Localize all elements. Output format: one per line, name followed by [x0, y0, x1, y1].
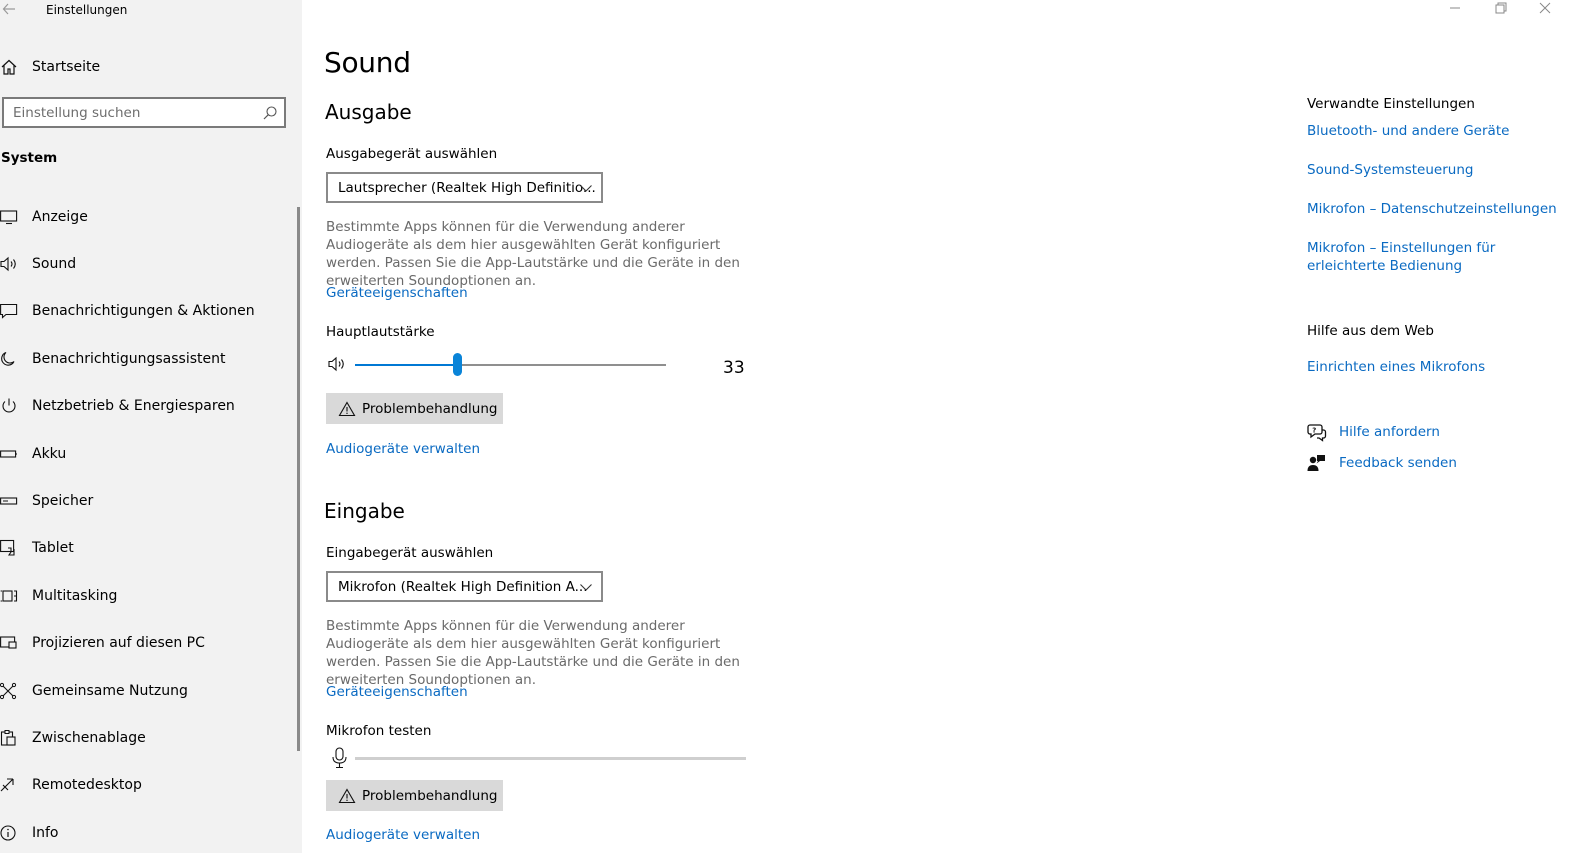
- output-device-value: Lautsprecher (Realtek High Definitio...: [338, 179, 596, 196]
- chevron-down-icon: [579, 181, 593, 195]
- sidebar-scrollbar[interactable]: [297, 207, 300, 751]
- minimize-button[interactable]: [1432, 0, 1478, 20]
- help-chat-icon: [1307, 423, 1327, 441]
- sidebar-item-label: Akku: [32, 445, 67, 462]
- sidebar-item-label: Speicher: [32, 493, 94, 510]
- related-link-mic-accessibility[interactable]: Mikrofon – Einstellungen für erleichterte Bedienung: [1307, 240, 1496, 274]
- monitor-icon: [0, 207, 22, 227]
- search-input[interactable]: [4, 99, 244, 126]
- sidebar-item-projizieren[interactable]: [0, 620, 296, 667]
- page-title: Sound: [324, 46, 411, 79]
- power-icon: [0, 396, 22, 416]
- back-arrow-icon[interactable]: [2, 2, 20, 20]
- get-help-label: Hilfe anfordern: [1339, 424, 1440, 440]
- input-description: Bestimmte Apps können für die Verwendung anderer Audiogeräte als dem hier ausgewählten Gerät konfiguriert werden. Passen Sie die App-Lautstärke und die Geräte in den erweiterten Soundoptionen an.: [326, 618, 740, 688]
- volume-label: Hauptlautstärke: [326, 324, 435, 340]
- input-manage-devices-link[interactable]: Audiogeräte verwalten: [326, 827, 481, 843]
- mic-level-bar: [355, 757, 746, 760]
- speaker-icon: [0, 254, 22, 274]
- sidebar-item-label: Tablet: [32, 540, 74, 557]
- minimize-icon: [1449, 2, 1461, 18]
- share-icon: [0, 681, 22, 701]
- output-troubleshoot-label: Problembehandlung: [362, 400, 498, 417]
- output-properties-link[interactable]: Geräteeigenschaften: [326, 285, 468, 301]
- sidebar-item-label: Projizieren auf diesen PC: [32, 635, 205, 652]
- sidebar-item-label: Benachrichtigungsassistent: [32, 350, 226, 367]
- storage-icon: [0, 491, 22, 511]
- sidebar-item-anzeige[interactable]: [0, 193, 296, 240]
- close-button[interactable]: [1522, 0, 1568, 20]
- sidebar-item-label: Zwischenablage: [32, 729, 146, 746]
- section-title: System: [1, 150, 58, 166]
- info-icon: [0, 823, 22, 843]
- sidebar-item-netzbetrieb[interactable]: [0, 383, 296, 430]
- sidebar-item-zwischenablage[interactable]: [0, 714, 296, 761]
- search-box[interactable]: [2, 97, 286, 128]
- home-icon: [0, 57, 22, 77]
- input-troubleshoot-button[interactable]: [326, 780, 503, 811]
- restore-button[interactable]: [1478, 0, 1524, 20]
- search-icon[interactable]: [262, 105, 278, 121]
- send-feedback-link[interactable]: [1307, 454, 1457, 472]
- volume-value: 33: [723, 358, 745, 378]
- sidebar-item-label: Gemeinsame Nutzung: [32, 682, 188, 699]
- sidebar-nav: [0, 193, 296, 856]
- sidebar-item-tablet[interactable]: [0, 525, 296, 572]
- sidebar: [0, 0, 302, 853]
- sidebar-item-info[interactable]: [0, 809, 296, 856]
- sidebar-item-multitasking[interactable]: [0, 572, 296, 619]
- output-description: Bestimmte Apps können für die Verwendung anderer Audiogeräte als dem hier ausgewählten Gerät konfiguriert werden. Passen Sie die App-Lautstärke und die Geräte in den erweiterten Soundoptionen an.: [326, 219, 740, 289]
- chevron-down-icon: [579, 580, 593, 594]
- output-heading: Ausgabe: [325, 100, 412, 124]
- sidebar-item-label: Sound: [32, 256, 77, 273]
- web-help-heading: Hilfe aus dem Web: [1307, 323, 1434, 339]
- svg-text:?: ?: [1312, 426, 1317, 435]
- restore-icon: [1495, 2, 1507, 18]
- sidebar-home[interactable]: [0, 56, 100, 78]
- related-link-sound-control-panel[interactable]: Sound-Systemsteuerung: [1307, 162, 1474, 178]
- warning-icon: [338, 788, 356, 804]
- input-troubleshoot-label: Problembehandlung: [362, 787, 498, 804]
- remote-icon: [0, 775, 22, 795]
- microphone-icon: [331, 747, 349, 773]
- sidebar-item-benachrichtigungsassistent[interactable]: [0, 335, 296, 382]
- warning-icon: [338, 401, 356, 417]
- sidebar-item-label: Netzbetrieb & Energiesparen: [32, 398, 235, 415]
- home-label: Startseite: [32, 59, 101, 75]
- feedback-icon: [1307, 454, 1327, 472]
- related-link-bluetooth[interactable]: Bluetooth- und andere Geräte: [1307, 123, 1510, 139]
- sidebar-item-remotedesktop[interactable]: [0, 762, 296, 809]
- related-link-mic-privacy[interactable]: Mikrofon – Datenschutzeinstellungen: [1307, 201, 1557, 217]
- app-title: Einstellungen: [46, 3, 128, 17]
- battery-icon: [0, 444, 22, 464]
- sidebar-item-label: Multitasking: [32, 587, 118, 604]
- input-device-dropdown[interactable]: [326, 571, 603, 602]
- moon-icon: [0, 349, 22, 369]
- volume-slider-fill: [355, 364, 458, 366]
- sidebar-item-label: Remotedesktop: [32, 777, 142, 794]
- clipboard-icon: [0, 728, 22, 748]
- tablet-icon: [0, 538, 22, 558]
- volume-slider-thumb[interactable]: [453, 353, 462, 376]
- output-device-dropdown[interactable]: [326, 172, 603, 203]
- output-device-label: Ausgabegerät auswählen: [326, 146, 498, 162]
- volume-speaker-icon[interactable]: [328, 356, 348, 376]
- input-heading: Eingabe: [324, 499, 405, 523]
- sidebar-item-akku[interactable]: [0, 430, 296, 477]
- related-settings-heading: Verwandte Einstellungen: [1307, 96, 1475, 112]
- sidebar-item-benachrichtigungen[interactable]: [0, 288, 296, 335]
- multitasking-icon: [0, 586, 22, 606]
- sidebar-item-label: Anzeige: [32, 208, 88, 225]
- project-icon: [0, 633, 22, 653]
- output-troubleshoot-button[interactable]: [326, 393, 503, 424]
- sidebar-item-gemeinsame-nutzung[interactable]: [0, 667, 296, 714]
- close-icon: [1539, 2, 1551, 18]
- mic-test-label: Mikrofon testen: [326, 723, 432, 739]
- get-help-link[interactable]: [1307, 423, 1440, 441]
- sidebar-item-speicher[interactable]: [0, 477, 296, 524]
- web-help-link-mic-setup[interactable]: Einrichten eines Mikrofons: [1307, 359, 1486, 375]
- sidebar-item-label: Benachrichtigungen & Aktionen: [32, 303, 255, 320]
- input-device-label: Eingabegerät auswählen: [326, 545, 494, 561]
- input-device-value: Mikrofon (Realtek High Definition A...: [338, 578, 588, 595]
- message-icon: [0, 301, 22, 321]
- sidebar-item-label: Info: [32, 824, 59, 841]
- output-manage-devices-link[interactable]: Audiogeräte verwalten: [326, 441, 481, 457]
- input-properties-link[interactable]: Geräteeigenschaften: [326, 684, 468, 700]
- sidebar-item-sound[interactable]: [0, 240, 296, 287]
- send-feedback-label: Feedback senden: [1339, 455, 1457, 471]
